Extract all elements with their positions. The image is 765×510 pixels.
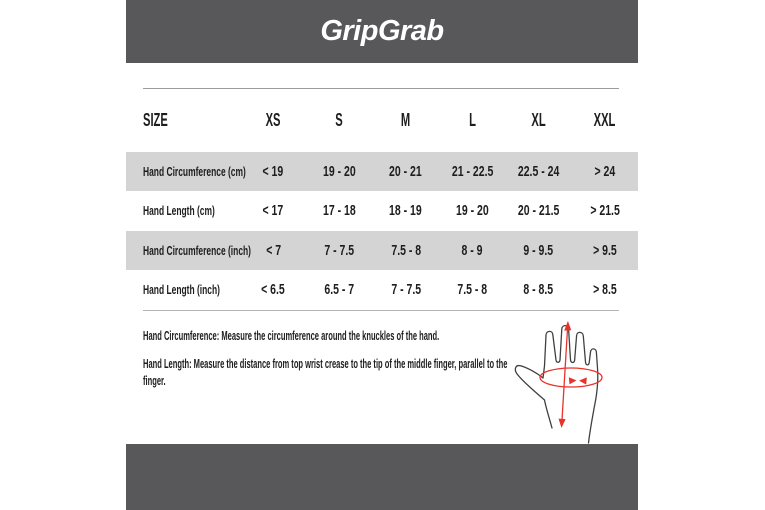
table-row-hand-length-inch xyxy=(126,270,638,310)
hand-diagram xyxy=(500,310,635,445)
size-column-header: SIZE xyxy=(143,110,168,130)
circumference-arrow-icon xyxy=(540,368,602,387)
note-hand-length: Hand Length: Measure the distance from top wrist crease to the tip of the middle finger, parallel to the finger. xyxy=(143,356,508,388)
value-cell: 8 - 8.5 xyxy=(523,281,554,298)
value-cell: 20 - 21 xyxy=(389,162,423,180)
size-header-xs: XS xyxy=(265,110,281,130)
note-hand-circumference: Hand Circumference: Measure the circumference around the knuckles of the hand. xyxy=(143,328,440,343)
value-cell: 19 - 20 xyxy=(455,202,489,219)
size-header-s: S xyxy=(335,110,344,130)
bottom-banner xyxy=(126,444,638,510)
size-header-l: L xyxy=(468,110,476,130)
value-cell: 7.5 - 8 xyxy=(457,281,488,298)
value-cell: 18 - 19 xyxy=(389,202,423,219)
value-cell: 9 - 9.5 xyxy=(523,241,554,259)
value-cell: 21 - 22.5 xyxy=(451,162,493,180)
value-cell: < 17 xyxy=(262,202,284,219)
value-cell: 17 - 18 xyxy=(323,202,356,219)
value-cell: 7 - 7.5 xyxy=(324,241,355,259)
table-row-hand-circumference-cm xyxy=(126,152,638,191)
measurement-notes xyxy=(143,327,514,400)
size-header-m: M xyxy=(401,110,411,130)
value-cell: > 21.5 xyxy=(590,202,620,219)
row-label: Hand Circumference (inch) xyxy=(143,242,252,258)
size-header-xl: XL xyxy=(531,110,546,130)
top-banner xyxy=(126,0,638,63)
brand-logo: GripGrab xyxy=(320,15,444,47)
row-label: Hand Length (inch) xyxy=(143,282,220,297)
table-row-hand-circumference-inch xyxy=(126,231,638,270)
value-cell: > 24 xyxy=(594,162,616,180)
value-cell: < 6.5 xyxy=(261,281,285,298)
value-cell: 6.5 - 7 xyxy=(324,281,355,298)
value-cell: < 19 xyxy=(262,162,284,180)
column-header-row xyxy=(126,89,638,152)
value-cell: > 8.5 xyxy=(593,281,617,298)
table-row-hand-length-cm xyxy=(126,191,638,231)
value-cell: 19 - 20 xyxy=(323,162,356,180)
value-cell: > 9.5 xyxy=(593,241,617,259)
row-label: Hand Circumference (cm) xyxy=(143,163,246,179)
value-cell: 8 - 9 xyxy=(461,241,483,259)
value-cell: < 7 xyxy=(265,241,281,259)
value-cell: 22.5 - 24 xyxy=(517,162,560,180)
value-cell: 7.5 - 8 xyxy=(390,241,421,259)
size-chart xyxy=(126,88,638,311)
row-label: Hand Length (cm) xyxy=(143,203,215,218)
value-cell: 7 - 7.5 xyxy=(390,281,421,298)
hand-outline-icon xyxy=(515,326,597,443)
value-cell: 20 - 21.5 xyxy=(517,202,560,219)
size-header-xxl: XXL xyxy=(593,110,616,130)
